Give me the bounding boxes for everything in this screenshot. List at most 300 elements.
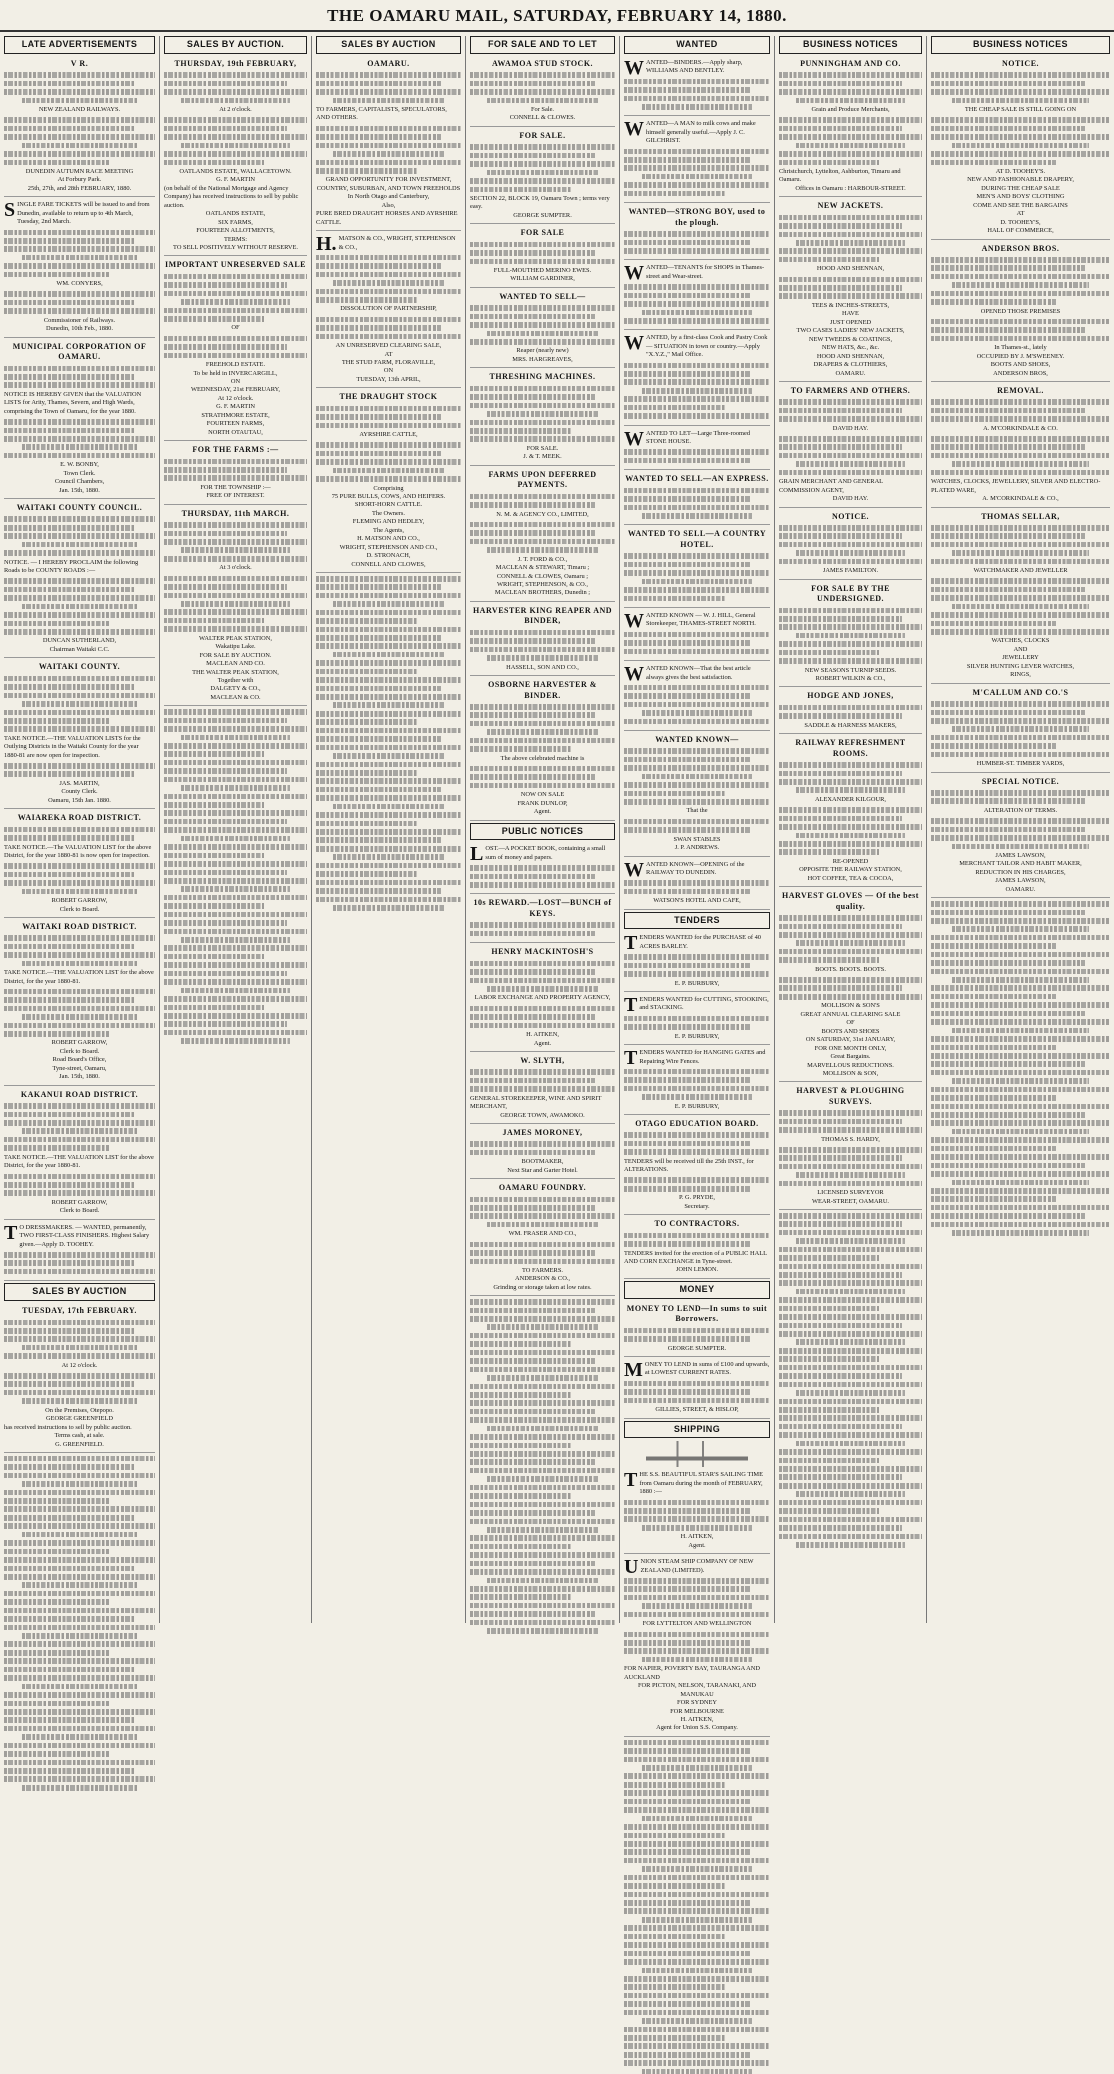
advertisement <box>4 1222 155 1282</box>
ad-heading: OAMARU FOUNDRY. <box>498 1183 587 1193</box>
ad-heading: WANTED KNOWN—OPENING of the RAILWAY TO DUNEDIN. <box>624 858 745 881</box>
advertisement <box>624 205 770 260</box>
ad-line: COME AND SEE THE BARGAINS <box>973 201 1068 209</box>
ad-line: HOT COFFEE, TEA & COCOA, <box>807 874 894 882</box>
ad-line: JAS. MARTIN, <box>59 779 100 787</box>
advertisement <box>624 262 770 330</box>
ad-line: TEES & INCHES-STREETS, <box>811 301 890 309</box>
newspaper-column-1 <box>0 36 160 1623</box>
ad-line: FOR PICTON, NELSON, TARANAKI, AND MANUKAU <box>637 1682 757 1698</box>
ad-line: TENDERS invited for the erection of a PUBLIC HALL AND CORN EXCHANGE in Tyne-street. <box>624 1249 767 1265</box>
ad-line: FOR LYTTELTON AND WELLINGTON <box>642 1620 752 1628</box>
body-text-lines <box>779 117 922 165</box>
ad-line: FREEHOLD ESTATE. <box>205 361 266 369</box>
ad-line: DALGETY & CO., <box>210 685 261 693</box>
ad-line: Great Bargains. <box>830 1053 871 1061</box>
advertisement <box>4 1304 155 1453</box>
ad-line: D. TOOHEY'S, <box>1000 218 1041 226</box>
ad-line: The above celebrated machine is <box>500 754 585 762</box>
body-text-lines <box>931 818 1110 849</box>
advertisement <box>624 932 770 992</box>
ad-line: FOURTEEN FARMS, <box>206 420 265 428</box>
ad-line: WEAR-STREET, OAMARU. <box>811 1197 890 1205</box>
ad-heading: TENDERS WANTED for the PURCHASE of 40 ACRES BARLEY. <box>624 932 761 955</box>
ad-line: GRAIN MERCHANT AND GENERAL COMMISSION AGENT, <box>779 478 883 494</box>
ship-engraving-icon <box>646 1441 748 1467</box>
body-text-lines <box>4 676 155 732</box>
body-text-lines <box>931 72 1110 103</box>
newspaper-title: THE OAMARU MAIL, SATURDAY, FEBRUARY 14, 1880. <box>327 6 787 25</box>
ad-heading: WANTED TO SELL— <box>499 291 586 301</box>
ad-line: At Forbury Park. <box>57 176 102 184</box>
ad-line: BOOTS AND SHOES <box>821 1027 880 1035</box>
body-text-lines <box>624 79 770 110</box>
ad-line: AT <box>1016 210 1025 218</box>
ad-line: MEN'S AND BOYS' CLOTHING <box>976 193 1065 201</box>
advertisement <box>624 1117 770 1215</box>
advertisement <box>624 663 770 731</box>
ad-line: MACLEAN BROTHERS, Dunedin ; <box>494 589 591 597</box>
body-text-lines <box>931 436 1110 475</box>
body-text-lines <box>779 1213 922 1548</box>
body-text-lines <box>470 865 615 887</box>
ad-line: MOLLISON & SON'S <box>821 1002 880 1010</box>
ad-line: Dunedin, 10th Feb., 1880. <box>46 325 113 333</box>
advertisement <box>4 1088 155 1220</box>
ad-line: MERCHANT TAILOR AND HABIT MAKER, <box>959 860 1082 868</box>
advertisement <box>470 370 615 465</box>
ad-line: To be held in INVERCARGILL, <box>193 369 278 377</box>
advertisement <box>164 507 307 707</box>
ad-heading: TO FARMERS AND OTHERS. <box>790 386 911 395</box>
ad-line: FOR MELBOURNE <box>670 1707 724 1715</box>
ad-line: ROBERT GARROW, <box>51 1039 108 1047</box>
ad-line: ROBERT GARROW, <box>51 1198 108 1206</box>
ad-line: GILLIES, STREET, & HISLOP, <box>655 1406 739 1414</box>
ad-line: NEW HATS, &c., &c. <box>821 344 880 352</box>
advertisement <box>624 57 770 117</box>
body-text-lines <box>779 977 922 999</box>
ad-line: ON <box>383 367 394 375</box>
ad-line: COUNTRY, SUBURBAN, AND TOWN FREEHOLDS <box>316 184 461 192</box>
ad-heading: WAITAKI COUNTY. <box>38 662 121 672</box>
body-text-lines <box>164 274 307 322</box>
section-header: BUSINESS NOTICES <box>779 36 922 54</box>
ad-line: OPPOSITE THE RAILWAY STATION, <box>799 866 902 874</box>
ad-line: SHORT-HORN CATTLE. <box>354 501 423 509</box>
ad-line: (on behalf of the National Mortgage and Agency Company) has received instructions to sell by public auction. <box>164 184 299 209</box>
ad-line: At 12 o'clock. <box>61 1361 98 1369</box>
body-text-lines <box>4 1320 155 1359</box>
ad-line: TUESDAY, 13th APRIL, <box>356 375 421 383</box>
advertisement <box>779 384 922 508</box>
ad-line: OCCUPIED BY J. M'SWEENEY. <box>976 352 1065 360</box>
body-text-lines <box>779 762 922 793</box>
advertisement <box>624 527 770 608</box>
advertisement <box>779 889 922 1082</box>
ad-heading: THE S.S. BEAUTIFUL STAR'S SAILING TIME from Oamaru during the month of FEBRUARY, 1880 :— <box>624 1469 764 1496</box>
ad-line: A. M'CORKINDALE & CO. <box>983 424 1058 432</box>
ad-line: WILLIAM GARDINER, <box>510 275 575 283</box>
ad-line: ANDERSON & CO., <box>514 1275 571 1283</box>
ad-heading: W. SLYTH, <box>520 1055 565 1065</box>
ad-line: JUST OPENED <box>829 318 872 326</box>
ad-line: THE STUD FARM, FLORAVILLE, <box>341 359 436 366</box>
ad-line: CONNELL & CLOWES, Oamaru ; <box>496 572 589 580</box>
body-text-lines <box>779 399 922 421</box>
advertisement <box>470 226 615 288</box>
body-text-lines <box>779 915 922 963</box>
advertisement <box>779 199 922 382</box>
ad-line: 75 PURE BULLS, COWS, AND HEIFERS. <box>331 493 446 500</box>
body-text-lines <box>624 748 770 804</box>
ad-heading: WANTED—BINDERS.—Apply sharp, WILLIAMS AND BENTLEY. <box>624 56 743 79</box>
ad-line: N. M. & AGENCY CO., LIMITED, <box>496 510 589 518</box>
ad-line: Agent. <box>688 1541 706 1549</box>
body-text-lines <box>624 231 770 253</box>
ad-line: WRIGHT, STEPHENSON AND CO., <box>339 543 438 551</box>
ad-line: TO SELL POSITIVELY WITHOUT RESERVE. <box>173 244 298 252</box>
ad-heading: WAITAKI ROAD DISTRICT. <box>22 921 137 931</box>
ad-line: In North Otago and Canterbury, <box>347 193 430 201</box>
body-text-lines <box>624 632 770 654</box>
advertisement <box>164 57 307 257</box>
advertisement <box>624 1047 770 1115</box>
ad-line: JAMES LAWSON, <box>995 877 1046 885</box>
body-text-lines <box>4 578 155 634</box>
ad-heading: FOR SALE <box>520 228 565 238</box>
ad-line: Reaper (nearly new) <box>516 347 569 355</box>
ad-line: Commissioner of Railways. <box>43 316 116 324</box>
advertisement <box>470 1181 615 1296</box>
ad-heading: MONEY TO LEND in sums of £100 and upwards, at LOWEST CURRENT RATES. <box>624 1359 770 1382</box>
ad-line: In Thames-st., lately <box>994 344 1047 352</box>
body-text-lines <box>624 449 770 463</box>
ad-line: G. F. MARTIN <box>216 403 255 411</box>
ad-line: P. G. PRYDE, <box>678 1194 716 1202</box>
body-text-lines <box>4 763 155 777</box>
ad-heading: WANTED TO SELL—A COUNTRY HOTEL. <box>627 529 767 549</box>
ad-heading: HARVEST GLOVES — Of the best quality. <box>782 891 919 911</box>
advertisement <box>779 510 922 580</box>
ad-line: HUMBER-ST. TIMBER YARDS, <box>976 760 1065 768</box>
ad-line: DISSOLUTION OF PARTNERSHIP, <box>340 305 437 313</box>
body-text-lines <box>931 319 1110 341</box>
ad-line: Town Clerk. <box>63 469 96 477</box>
ad-line: ON <box>230 378 241 385</box>
ad-line: For Sale. <box>530 106 555 114</box>
ad-heading: FOR THE FARMS :— <box>192 445 279 455</box>
ad-line: TENDERS will be received till the 25th INST., for ALTERATIONS. <box>624 1157 754 1174</box>
ad-line: MACLEAN & CO. <box>210 693 261 701</box>
body-text-lines <box>470 522 615 553</box>
ad-heading: NOTICE. <box>1001 58 1040 68</box>
advertisement <box>4 920 155 1086</box>
advertisement <box>4 199 155 337</box>
body-text-lines <box>624 1632 770 1663</box>
ad-heading: PUNNINGHAM AND CO. <box>800 58 901 68</box>
advertisement <box>931 57 1110 240</box>
body-text-lines <box>931 117 1110 165</box>
ad-heading: SINGLE FARE TICKETS will be issued to and from Dunedin, available to return up to 4th March, Tuesday, 2nd March. <box>4 199 150 226</box>
ad-line: JOHN LEMON. <box>675 1266 719 1274</box>
ad-heading: REMOVAL. <box>997 386 1044 395</box>
body-text-lines <box>316 255 461 303</box>
ad-line: DAVID HAY. <box>832 495 869 503</box>
ad-line: NEW SEASONS TURNIP SEEDS. <box>804 666 897 674</box>
body-text-lines <box>624 1328 770 1342</box>
advertisement <box>470 1126 615 1179</box>
body-text-lines <box>624 685 770 724</box>
ad-line: OATLANDS ESTATE, WALLACETOWN. <box>179 167 292 175</box>
ad-line: BOOTMAKER, <box>521 1158 564 1166</box>
ad-line: H. MATSON AND CO., <box>357 535 420 543</box>
ad-heading: TENDERS WANTED for CUTTING, STOOKING, and STACKING. <box>624 993 769 1016</box>
body-text-lines <box>4 827 155 841</box>
ad-heading: WANTED TO LET—Large Three-roomed STONE HOUSE. <box>624 427 751 450</box>
ad-line: NEW TWEEDS & COATINGS, <box>808 335 893 343</box>
body-text-lines <box>4 117 155 165</box>
ad-heading: WANTED KNOWN—That the best article always gives the best satisfaction. <box>624 663 751 686</box>
advertisement <box>624 733 770 857</box>
ad-heading: RAILWAY REFRESHMENT ROOMS. <box>795 738 906 758</box>
body-text-lines <box>316 72 461 103</box>
ad-heading: WAITAKI COUNTY COUNCIL. <box>16 503 143 513</box>
ad-line: GEORGE SUMPTER. <box>667 1344 727 1352</box>
ad-line: STRATHMORE ESTATE, <box>201 411 270 419</box>
ad-line: E. P. BURBURY, <box>674 979 720 987</box>
body-text-lines <box>470 704 615 752</box>
advertisement <box>931 686 1110 773</box>
advertisement <box>624 118 770 203</box>
ad-line: Together with <box>217 676 254 684</box>
advertisement <box>470 290 615 368</box>
ad-line: E. P. BURBURY, <box>674 1032 720 1040</box>
ad-line: WATCHES, CLOCKS, JEWELLERY, SILVER AND ELECTRO-PLATED WARE, <box>931 478 1101 494</box>
ad-line: JEWELLERY <box>1002 654 1039 662</box>
advertisement <box>316 390 461 573</box>
ad-heading: THE DRAUGHT STOCK <box>339 392 438 402</box>
ad-line: FULL-MOUTHED MERINO EWES. <box>493 267 592 274</box>
ad-line: Agent. <box>533 808 552 816</box>
ad-line: At 2 o'clock. <box>219 106 252 114</box>
advertisement <box>4 57 155 197</box>
ad-heading: HARVESTER KING REAPER AND BINDER, <box>472 605 613 626</box>
ad-line: RE-OPENED <box>832 857 869 865</box>
ad-heading: NOTICE. <box>831 511 870 521</box>
newspaper-column-3 <box>312 36 466 1623</box>
ad-heading: WANTED—STRONG BOY, used to the plough. <box>628 207 766 227</box>
body-text-lines <box>931 525 1110 564</box>
ad-heading: UNION STEAM SHIP COMPANY OF NEW ZEALAND (LIMITED). <box>624 1556 754 1579</box>
ad-heading: M'CALLUM AND CO.'S <box>972 687 1069 697</box>
body-text-lines <box>4 1373 155 1404</box>
ad-line: JAMES FAMILTON. <box>822 567 879 575</box>
ad-line: SIX FARMS, <box>218 218 253 226</box>
body-text-lines <box>316 442 461 481</box>
advertisement <box>624 994 770 1045</box>
ad-heading: TUESDAY, 17th FEBRUARY. <box>22 1306 137 1316</box>
ad-line: Tyne-street, Oamaru, <box>52 1064 107 1072</box>
advertisement <box>470 468 615 602</box>
ad-line: WRIGHT, STEPHENSON, & CO., <box>497 580 588 588</box>
ad-heading: WAIAREKA ROAD DISTRICT. <box>17 813 142 823</box>
ad-line: CONNELL & CLOWES. <box>509 114 576 122</box>
advertisement <box>624 859 770 910</box>
ad-line: THE CHEAP SALE IS STILL GOING ON <box>964 106 1077 114</box>
ad-heading: AWAMOA STUD STOCK. <box>491 58 594 68</box>
section-header: SALES BY AUCTION <box>316 36 461 54</box>
body-text-lines <box>624 1578 770 1617</box>
body-text-lines <box>316 406 461 428</box>
ad-line: LABOR EXCHANGE AND PROPERTY AGENCY, <box>474 994 611 1002</box>
body-text-lines <box>4 1174 155 1196</box>
ad-heading: MONEY TO LEND—In sums to suit Borrowers. <box>626 1303 768 1324</box>
body-text-lines <box>470 72 615 103</box>
advertisement <box>624 1359 770 1419</box>
section-header: WANTED <box>624 36 770 54</box>
ad-line: TAKE NOTICE.—THE VALUATION LIST for the above District, for the year 1880-81. <box>4 1153 154 1170</box>
body-text-lines <box>624 1381 770 1403</box>
ad-heading: WANTED KNOWN — W. J. HILL, General Storekeeper, THAMES-STREET NORTH. <box>624 609 756 632</box>
body-text-lines <box>164 709 307 1044</box>
body-text-lines <box>4 935 155 966</box>
ad-line: NORTH OTAUTAU, <box>208 428 263 436</box>
ad-line: WATSON'S HOTEL AND CAFE, <box>653 897 741 905</box>
advertisement <box>624 1302 770 1357</box>
ad-line: NEW AND FASHIONABLE DRAPERY, <box>967 176 1074 184</box>
ad-heading: THOMAS SELLAR, <box>981 511 1060 521</box>
ad-line: THE WALTER PEAK STATION, <box>192 668 279 676</box>
advertisement <box>931 510 1110 684</box>
ad-line: HOOD AND SHENNAN, <box>816 352 885 360</box>
section-header: LATE ADVERTISEMENTS <box>4 36 155 54</box>
body-text-lines <box>164 336 307 358</box>
ad-line: SADDLE & HARNESS MAKERS, <box>804 721 897 729</box>
ad-line: Next Star and Garter Hotel. <box>507 1166 578 1174</box>
body-text-lines <box>624 1132 770 1154</box>
ad-line: TAKE NOTICE.—THE VALUATION LISTS for the Outlying Districts in the Waitaki County for the year 1880-81 are now open for inspection. <box>4 734 141 759</box>
ad-line: G. F. MARTIN <box>216 176 255 184</box>
advertisement <box>931 775 1110 899</box>
advertisement <box>470 1054 615 1124</box>
ad-line: GENERAL STOREKEEPER, WINE AND SPIRIT MERCHANT, <box>470 1094 602 1111</box>
ad-line: WATCHES, CLOCKS <box>991 637 1050 645</box>
advertisement <box>624 1469 770 1554</box>
ad-line: 25th, 27th, and 28th FEBRUARY, 1880. <box>27 184 132 192</box>
ad-heading: LOST.—A POCKET BOOK, containing a small sum of money and papers. <box>470 843 606 866</box>
ad-line: Jan. 15th, 1880. <box>59 1073 100 1081</box>
body-text-lines <box>779 277 922 299</box>
body-text-lines <box>470 1197 615 1228</box>
advertisement <box>470 129 615 224</box>
ad-line: SWAN STABLES <box>673 835 721 843</box>
ad-line: CONNELL AND CLOWES, <box>351 560 426 568</box>
advertisement <box>470 945 615 1052</box>
ad-heading: OAMARU. <box>367 58 410 68</box>
newspaper-column-7 <box>927 36 1114 1623</box>
advertisement <box>470 57 615 127</box>
ad-line: Offices in Oamaru : HARBOUR-STREET. <box>795 184 906 192</box>
ad-line: NOW ON SALE <box>520 791 565 799</box>
ad-line: Road Board's Office, <box>52 1056 107 1064</box>
body-text-lines <box>624 488 770 519</box>
ad-line: Secretary. <box>684 1202 710 1210</box>
body-text-lines <box>624 954 770 976</box>
ad-line: OAMARU. <box>1005 885 1036 893</box>
body-text-lines <box>316 576 461 911</box>
ad-line: J. T. FORD & CO., <box>517 555 568 563</box>
body-text-lines <box>4 230 155 278</box>
ad-line: Council Chambers, <box>54 478 105 486</box>
ad-line: DUNCAN SUTHERLAND, <box>42 637 117 645</box>
ad-line: RINGS, <box>1010 671 1031 679</box>
ad-line: LICENSED SURVEYOR <box>817 1189 884 1197</box>
ad-line: MOLLISON & SON, <box>822 1069 879 1077</box>
body-text-lines <box>470 630 615 661</box>
body-text-lines <box>931 399 1110 421</box>
body-text-lines <box>624 1069 770 1100</box>
body-text-lines <box>4 989 155 1037</box>
newspaper-column-5 <box>620 36 775 1732</box>
ad-line: GEORGE GREENFIELD <box>46 1415 113 1423</box>
ad-line: At 12 o'clock. <box>217 394 254 402</box>
ad-heading: WANTED KNOWN— <box>655 734 739 744</box>
body-text-lines <box>470 305 615 344</box>
body-text-lines <box>4 1456 155 1791</box>
ad-line: OATLANDS ESTATE, <box>205 210 266 218</box>
ad-line: GREAT ANNUAL CLEARING SALE <box>800 1010 901 1018</box>
ad-line: Agent for Union S.S. Company. <box>656 1724 738 1732</box>
ad-line: FLEMING AND HEDLEY, <box>352 518 425 526</box>
advertisement <box>779 1084 922 1210</box>
ad-line: H. AITKEN, <box>526 1031 559 1039</box>
advertisement <box>779 736 922 887</box>
ad-line: OF <box>846 1019 855 1027</box>
body-text-lines <box>779 525 922 564</box>
ad-line: J. & T. MEEK. <box>523 453 562 461</box>
advertisement <box>779 582 922 688</box>
ad-line: FREE OF INTEREST. <box>206 492 265 500</box>
ad-line: PURE BRED DRAUGHT HORSES AND AYRSHIRE CATTLE. <box>316 210 458 226</box>
body-text-lines <box>4 72 155 103</box>
body-text-lines <box>4 516 155 555</box>
ad-heading: THURSDAY, 19th FEBRUARY, <box>174 58 297 68</box>
advertisement <box>4 340 155 499</box>
ad-line: FOR ONE MONTH ONLY, <box>814 1044 887 1052</box>
ad-line: That the <box>686 807 708 815</box>
body-text-lines <box>624 1740 770 2074</box>
body-text-lines <box>470 1069 615 1091</box>
newspaper-column-4 <box>466 36 620 1623</box>
ad-line: NEW ZEALAND RAILWAYS. <box>38 106 121 114</box>
ad-line: MRS. HARGREAVES, <box>512 355 573 363</box>
ad-line: OPENED THOSE PREMISES <box>980 307 1061 315</box>
body-text-lines <box>4 1252 155 1274</box>
ad-line: H. AITKEN, <box>680 1533 714 1541</box>
ad-heading: WANTED—TENANTS for SHOPS in Thames-street and Wear-street. <box>624 262 765 285</box>
ad-line: Chairman Waitaki C.C. <box>49 645 110 653</box>
ad-line: FRANK DUNLOP, <box>517 799 568 807</box>
body-text-lines <box>4 291 155 313</box>
body-text-lines <box>470 144 615 192</box>
ad-heading: H.MATSON & CO., WRIGHT, STEPHENSON & CO., <box>316 233 456 256</box>
body-text-lines <box>624 880 770 894</box>
ad-line: AN UNRESERVED CLEARING SALE, <box>335 342 442 350</box>
ad-heading: JAMES MORONEY, <box>502 1128 583 1138</box>
section-header: SHIPPING <box>624 1421 770 1439</box>
ad-line: TERMS: <box>223 235 248 243</box>
